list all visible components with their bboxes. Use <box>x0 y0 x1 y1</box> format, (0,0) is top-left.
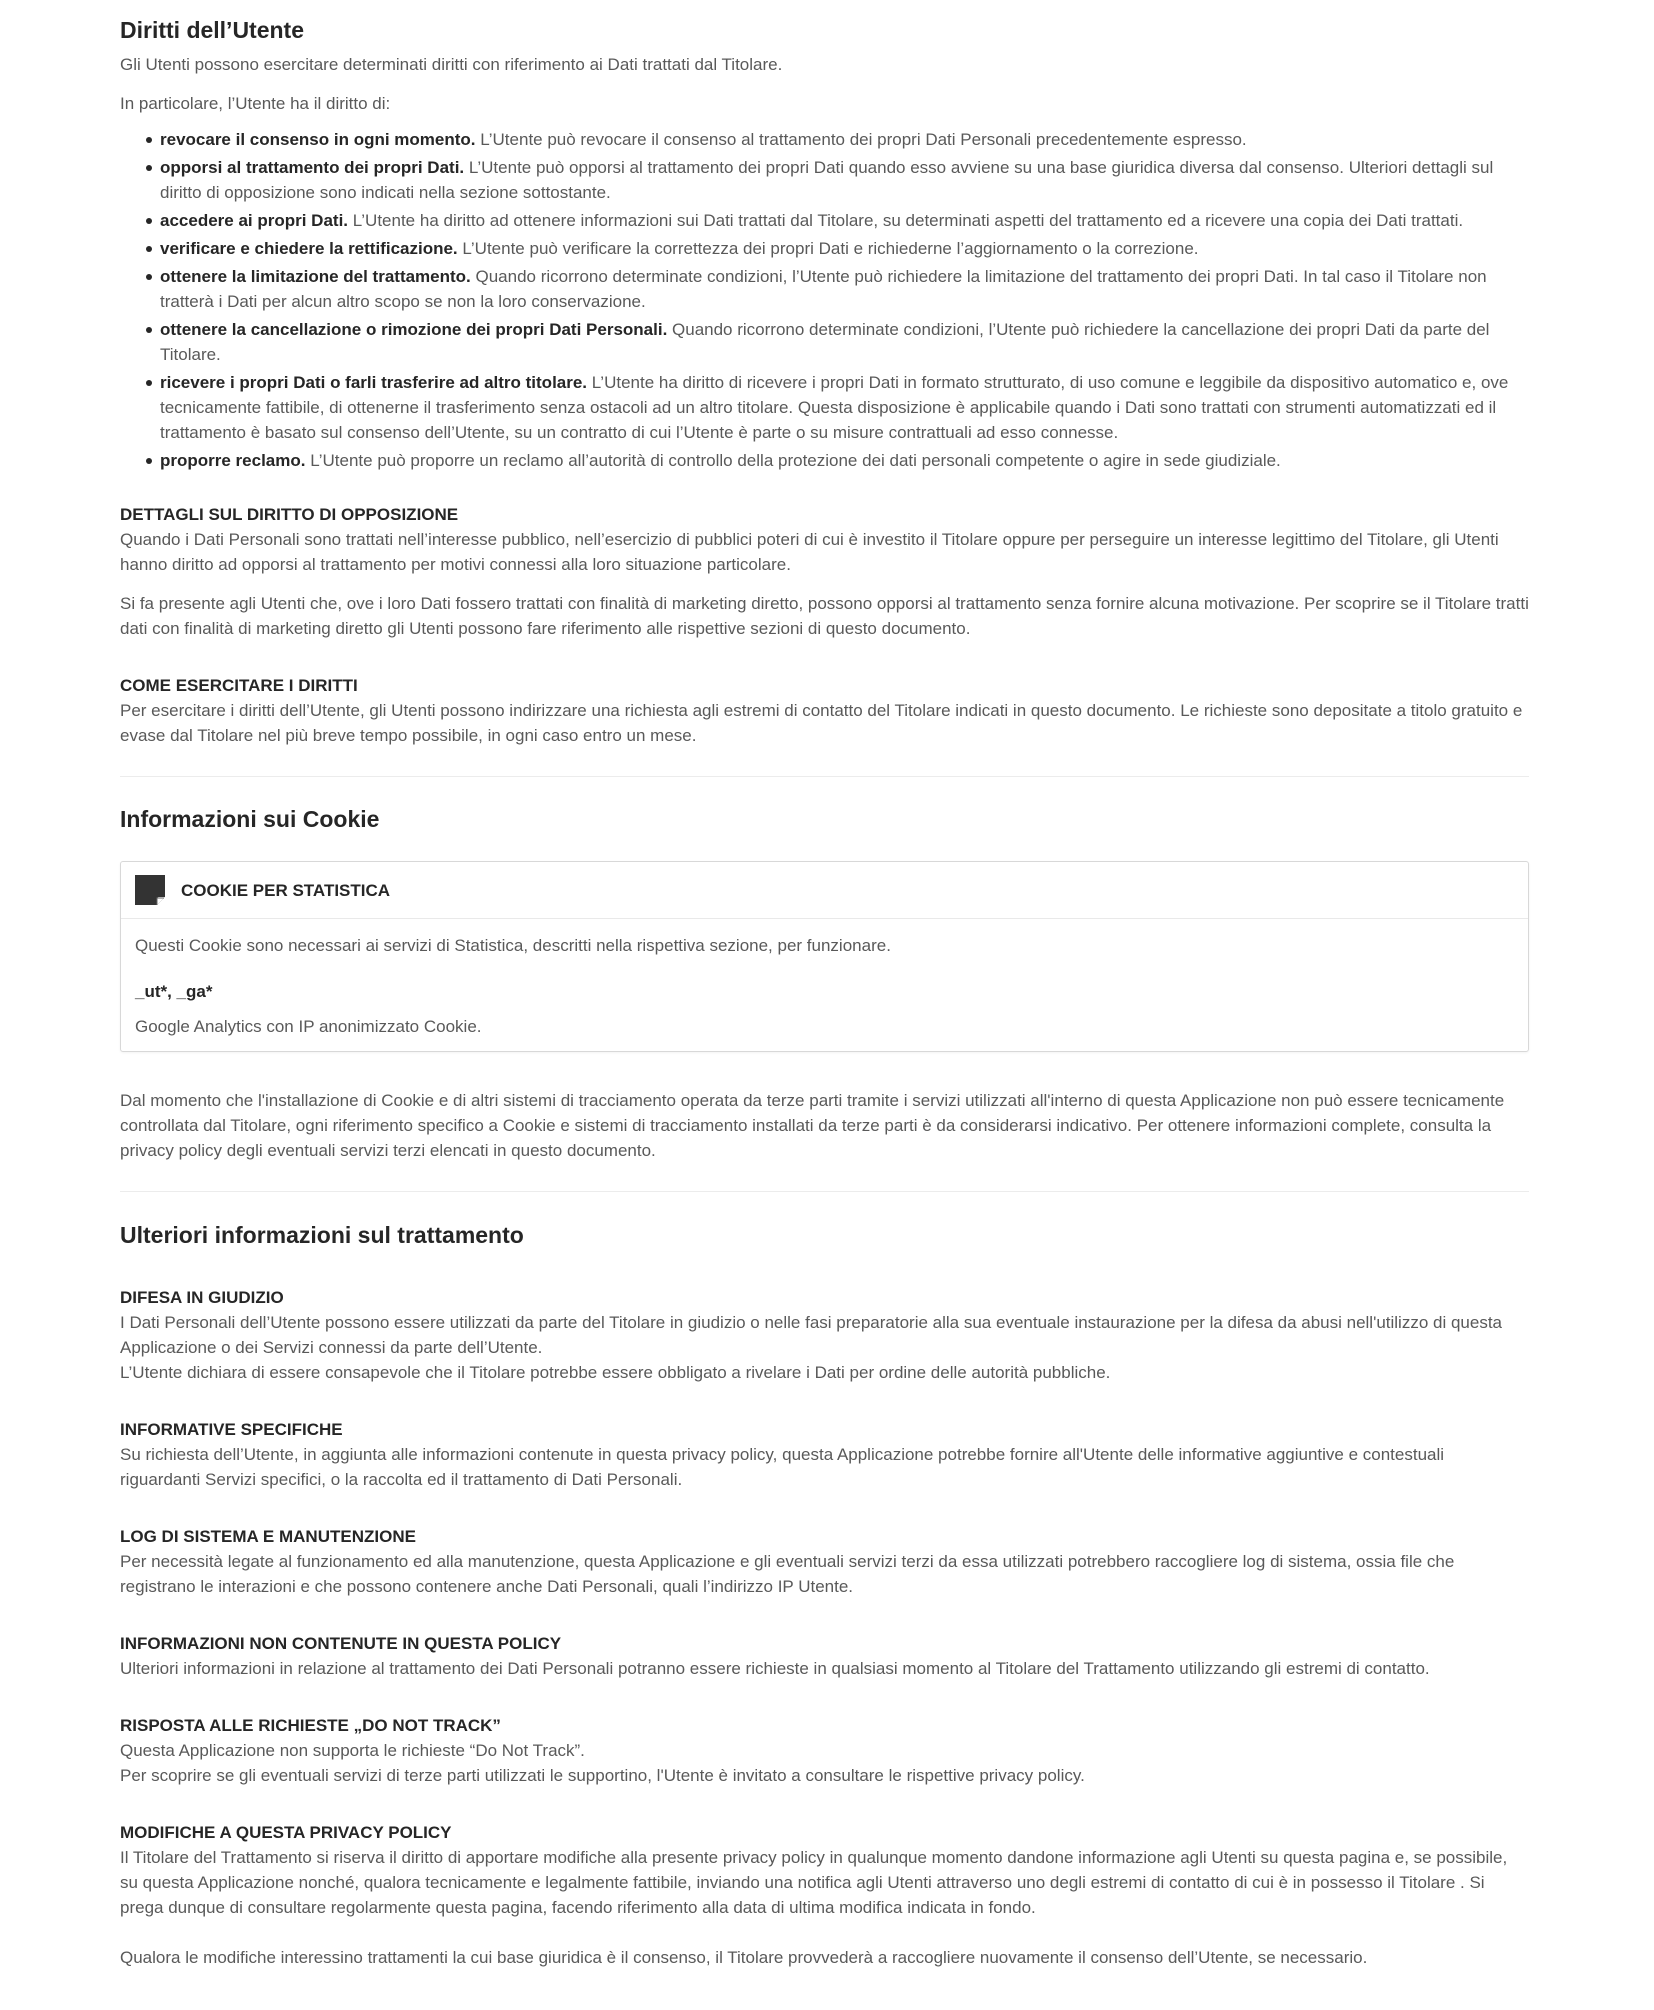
defense-paragraph: L’Utente dichiara di essere consapevole che il Titolare potrebbe essere obbligato a rivelare i Dati per ordine delle autorità pubbliche. <box>120 1363 1111 1382</box>
dnt-subsection <box>120 1713 1529 1788</box>
right-description: L’Utente può proporre un reclamo all’autorità di controllo della protezione dei dati personali competente o agire in sede giudiziale. <box>305 451 1281 470</box>
right-description: L’Utente ha diritto di ricevere i propri Dati in formato strutturato, di uso comune e leggibile da dispositivo automatico e, ove tecnicamente fattibile, di ottenerne il trasferimento senza ostacoli ad un altro titolare. Questa disposizione è applicabile quando i Dati sono trattati con strumenti automatizzati ed il trattamento è basato sul consenso dell’Utente, su un contratto di cui l’Utente è parte o su misure contrattuali ad esso connesse. <box>160 373 1509 442</box>
specific-subsection <box>120 1417 1529 1492</box>
exercise-paragraph: Per esercitare i diritti dell’Utente, gli Utenti possono indirizzare una richiesta agli estremi di contatto del Titolare indicati in questo documento. Le richieste sono depositate a titolo gratuito e evase dal Titolare nel più breve tempo possibile, in ogni caso entro un mese. <box>120 701 1523 745</box>
list-item <box>160 317 1529 367</box>
right-description: L’Utente può revocare il consenso al trattamento dei propri Dati Personali precedentemente espresso. <box>475 130 1247 149</box>
dnt-paragraph: Per scoprire se gli eventuali servizi di terze parti utilizzati le supportino, l'Utente è invitato a consultare le rispettive privacy policy. <box>120 1766 1085 1785</box>
dnt-title: RISPOSTA ALLE RICHIESTE „DO NOT TRACK” <box>120 1716 501 1735</box>
specific-title: INFORMATIVE SPECIFICHE <box>120 1420 343 1439</box>
rights-section <box>120 14 1529 748</box>
changes-subsection <box>120 1820 1529 1970</box>
not-contained-title: INFORMAZIONI NON CONTENUTE IN QUESTA POLICY <box>120 1634 562 1653</box>
right-description: L’Utente può opporsi al trattamento dei propri Dati quando esso avviene su una base giuridica diversa dal consenso. Ulteriori dettagli sul diritto di opposizione sono indicati nella sezione sottostante. <box>160 158 1494 202</box>
section-divider <box>120 776 1529 777</box>
right-description: Quando ricorrono determinate condizioni, l’Utente può richiedere la cancellazione dei propri Dati da parte del Titolare. <box>160 320 1490 364</box>
cookie-box-title: COOKIE PER STATISTICA <box>181 880 391 900</box>
right-name: ottenere la cancellazione o rimozione dei propri Dati Personali. <box>160 320 668 339</box>
changes-title: MODIFICHE A QUESTA PRIVACY POLICY <box>120 1823 452 1842</box>
cookie-box-description: Questi Cookie sono necessari ai servizi di Statistica, descritti nella rispettiva sezione, per funzionare. <box>135 936 891 955</box>
opposition-paragraph: Si fa presente agli Utenti che, ove i loro Dati fossero trattati con finalità di marketing diretto, possono opporsi al trattamento senza fornire alcuna motivazione. Per scoprire se il Titolare tratti dati con finalità di marketing diretto gli Utenti possono fare riferimento alle rispettive sezioni di questo documento. <box>120 594 1529 638</box>
cookie-names: _ut*, _ga* <box>135 982 213 1001</box>
rights-lead: In particolare, l’Utente ha il diritto di: <box>120 94 391 113</box>
not-contained-subsection <box>120 1631 1529 1681</box>
exercise-subsection <box>120 673 1529 748</box>
logs-paragraph: Per necessità legate al funzionamento ed alla manutenzione, questa Applicazione e gli eventuali servizi terzi da essa utilizzati potrebbero raccogliere log di sistema, ossia file che registrano le interazioni e che possono contenere anche Dati Personali, quali l’indirizzo IP Utente. <box>120 1552 1455 1596</box>
right-name: revocare il consenso in ogni momento. <box>160 130 476 149</box>
right-name: verificare e chiedere la rettificazione. <box>160 239 458 258</box>
cookie-service: Google Analytics con IP anonimizzato Cookie. <box>135 1017 482 1036</box>
cookies-section <box>120 803 1529 1163</box>
cookie-document-icon <box>135 875 165 905</box>
logs-title: LOG DI SISTEMA E MANUTENZIONE <box>120 1527 416 1546</box>
rights-list <box>120 127 1529 473</box>
right-name: proporre reclamo. <box>160 451 306 470</box>
further-title: Ulteriori informazioni sul trattamento <box>120 1222 524 1248</box>
changes-paragraph: Qualora le modifiche interessino trattamenti la cui base giuridica è il consenso, il Titolare provvederà a raccogliere nuovamente il consenso dell’Utente, se necessario. <box>120 1948 1368 1967</box>
rights-title: Diritti dell’Utente <box>120 17 305 43</box>
right-name: opporsi al trattamento dei propri Dati. <box>160 158 465 177</box>
further-info-section <box>120 1219 1529 1970</box>
defense-title: DIFESA IN GIUDIZIO <box>120 1288 284 1307</box>
opposition-title: DETTAGLI SUL DIRITTO DI OPPOSIZIONE <box>120 505 459 524</box>
right-name: ricevere i propri Dati o farli trasferire ad altro titolare. <box>160 373 588 392</box>
cookies-note: Dal momento che l'installazione di Cookie e di altri sistemi di tracciamento operata da terze parti tramite i servizi utilizzati all'interno di questa Applicazione non può essere tecnicamente controllata dal Titolare, ogni riferimento specifico a Cookie e sistemi di tracciamento installati da terze parti è da considerarsi indicativo. Per ottenere informazioni complete, consulta la privacy policy degli eventuali servizi terzi elencati in questo documento. <box>120 1091 1505 1160</box>
defense-paragraph: I Dati Personali dell’Utente possono essere utilizzati da parte del Titolare in giudizio o nelle fasi preparatorie alla sua eventuale instaurazione per la difesa da abusi nell'utilizzo di questa Applicazione o dei Servizi connessi da parte dell’Utente. <box>120 1313 1503 1357</box>
dnt-paragraph: Questa Applicazione non supporta le richieste “Do Not Track”. <box>120 1741 585 1760</box>
cookie-category-box <box>120 861 1529 1052</box>
logs-subsection <box>120 1524 1529 1599</box>
right-description: L’Utente ha diritto ad ottenere informazioni sui Dati trattati dal Titolare, su determinati aspetti del trattamento ed a ricevere una copia dei Dati trattati. <box>348 211 1464 230</box>
opposition-paragraph: Quando i Dati Personali sono trattati nell’interesse pubblico, nell’esercizio di pubblici poteri di cui è investito il Titolare oppure per perseguire un interesse legittimo del Titolare, gli Utenti hanno diritto ad opporsi al trattamento per motivi connessi alla loro situazione particolare. <box>120 530 1499 574</box>
list-item <box>160 127 1529 152</box>
defense-subsection <box>120 1285 1529 1385</box>
not-contained-paragraph: Ulteriori informazioni in relazione al trattamento dei Dati Personali potranno essere richieste in qualsiasi momento al Titolare del Trattamento utilizzando gli estremi di contatto. <box>120 1659 1430 1678</box>
right-name: ottenere la limitazione del trattamento. <box>160 267 471 286</box>
opposition-subsection <box>120 502 1529 641</box>
list-item <box>160 370 1529 445</box>
right-name: accedere ai propri Dati. <box>160 211 349 230</box>
exercise-title: COME ESERCITARE I DIRITTI <box>120 676 358 695</box>
section-divider <box>120 1191 1529 1192</box>
right-description: L’Utente può verificare la correttezza dei propri Dati e richiederne l’aggiornamento o la correzione. <box>457 239 1199 258</box>
cookies-title: Informazioni sui Cookie <box>120 806 380 832</box>
list-item <box>160 264 1529 314</box>
specific-paragraph: Su richiesta dell’Utente, in aggiunta alle informazioni contenute in questa privacy policy, questa Applicazione potrebbe fornire all'Utente delle informative aggiuntive e contestuali riguardanti Servizi specifici, o la raccolta ed il trattamento di Dati Personali. <box>120 1445 1445 1489</box>
list-item <box>160 155 1529 205</box>
list-item <box>160 448 1529 473</box>
cookie-box-body <box>121 919 1528 1051</box>
cookie-box-header <box>121 862 1528 919</box>
list-item <box>160 236 1529 261</box>
list-item <box>160 208 1529 233</box>
changes-paragraph: Il Titolare del Trattamento si riserva il diritto di apportare modifiche alla presente privacy policy in qualunque momento dandone informazione agli Utenti su questa pagina e, se possibile, su questa Applicazione nonché, qualora tecnicamente e legalmente fattibile, inviando una notifica agli Utenti attraverso uno degli estremi di contatto di cui è in possesso il Titolare . Si prega dunque di consultare regolarmente questa pagina, facendo riferimento alla data di ultima modifica indicata in fondo. <box>120 1848 1508 1917</box>
rights-intro: Gli Utenti possono esercitare determinati diritti con riferimento ai Dati trattati dal Titolare. <box>120 55 783 74</box>
right-description: Quando ricorrono determinate condizioni, l’Utente può richiedere la limitazione del trattamento dei propri Dati. In tal caso il Titolare non tratterà i Dati per alcun altro scopo se non la loro conservazione. <box>160 267 1487 311</box>
